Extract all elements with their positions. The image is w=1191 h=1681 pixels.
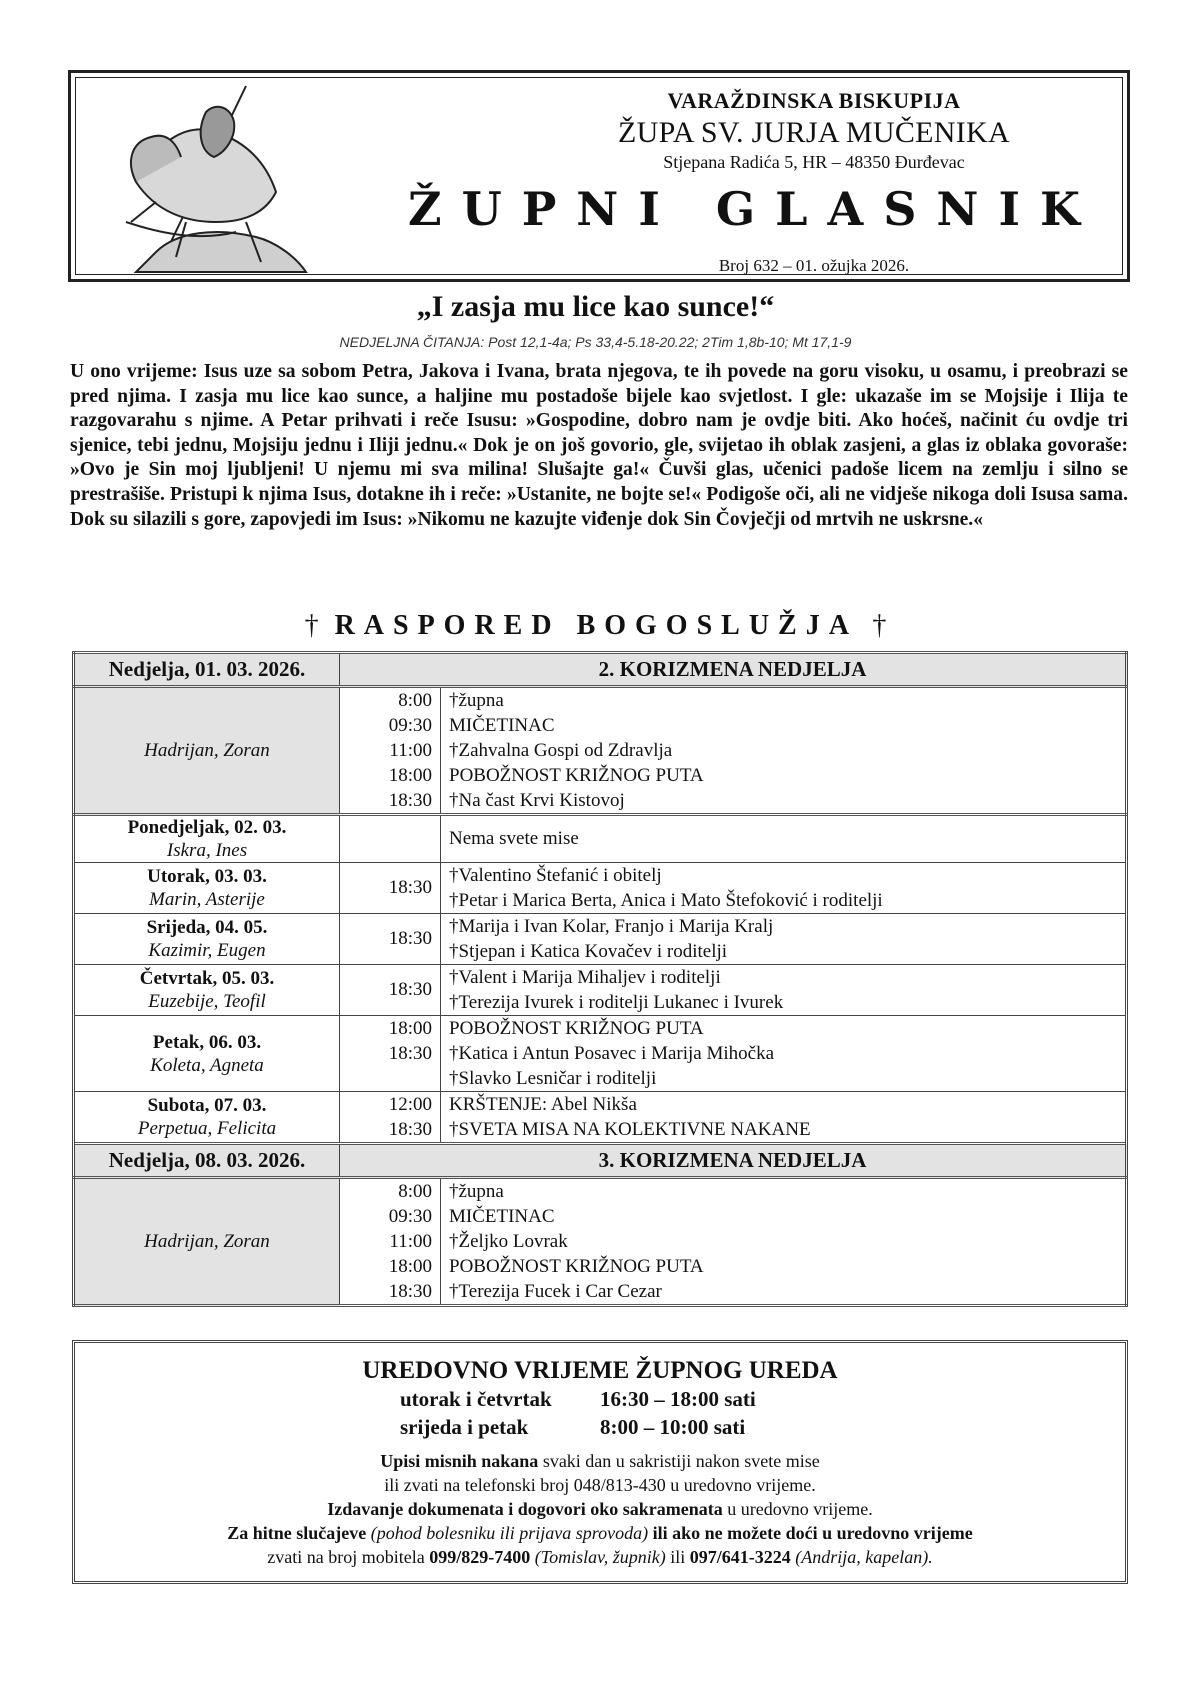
mass-intention: MIČETINAC bbox=[449, 1206, 555, 1227]
schedule-title-text: RASPORED BOGOSLUŽJA bbox=[334, 610, 857, 641]
sunday-date: Nedjelja, 08. 03. 2026. bbox=[74, 1144, 340, 1178]
sunday-readings: NEDJELJNA ČITANJA: Post 12,1-4a; Ps 33,4-5.18-20.22; 2Tim 1,8b-10; Mt 17,1-9 bbox=[339, 334, 852, 350]
mass-intentions bbox=[441, 1092, 1127, 1144]
office-phone-info: ili zvati na telefonski broj 048/813-430 u uredovno vrijeme. bbox=[384, 1475, 816, 1495]
mass-times bbox=[340, 1016, 441, 1092]
mass-intention: †Na čast Krvi Kistovoj bbox=[449, 790, 625, 811]
weekday-saints: Kazimir, Eugen bbox=[148, 940, 266, 961]
gospel-text: U ono vrijeme: Isus uze sa sobom Petra, Jakova i Ivana, brata njegova, te ih povede na goru visoku, u osamu, i preobrazi se pred njima. I zasja mu lice kao sunce, a haljine mu postadoše bijele kao svjetlost. I gle: ukazaše im se Mojsije i Ilija te razgovarahu s njime. A Petar prihvati i reče Isusu: »Gospodine, dobro nam je ovdje biti. Ako hoćeš, načinit ću ovdje tri sjenice, tebi jednu, Mojsiju jednu i Iliji jednu.« Dok je on još govorio, gle, svijetao ih oblak zasjeni, a glas iz oblaka govoraše: »Ovo je Sin moj ljubljeni! U njemu mi sva milina! Slušajte ga!« Čuvši glas, učenici padoše licem na zemlju i silno se prestrašiše. Pristupi k njima Isus, dotakne ih i reče: »Ustanite, ne bojte se!« Podigoše oči, ali ne vidješe nikoga doli Isusa sama. Dok su silazili s gore, zapovjedi im Isus: »Nikomu ne kazujte viđenje dok Sin Čovječji od mrtvih ne uskrsne.« bbox=[70, 361, 1128, 530]
mass-times bbox=[340, 1092, 441, 1144]
mass-time: 09:30 bbox=[388, 1206, 432, 1227]
office-days: utorak i četvrtak bbox=[400, 1387, 552, 1411]
weekday-row bbox=[74, 863, 1127, 914]
mass-time: 18:30 bbox=[340, 965, 441, 1016]
issue-number-date: Broj 632 – 01. ožujka 2026. bbox=[718, 256, 910, 275]
mass-time: 18:00 bbox=[388, 765, 432, 786]
weekday-saints: Koleta, Agneta bbox=[150, 1054, 264, 1076]
mass-time: 18:00 bbox=[388, 1018, 432, 1039]
weekday-saints: Marin, Asterije bbox=[149, 889, 265, 910]
documents-label: Izdavanje dokumenata i dogovori oko sakramenata bbox=[327, 1499, 723, 1519]
mass-intention: †Stjepan i Katica Kovačev i roditelji bbox=[449, 941, 728, 962]
mobile-number-pastor: 099/829-7400 bbox=[429, 1547, 531, 1567]
mass-intention: †Terezija Fucek i Car Cezar bbox=[449, 1281, 662, 1302]
masthead-text bbox=[506, 78, 1122, 173]
mass-time: 8:00 bbox=[398, 690, 432, 711]
sunday-header-row bbox=[74, 1144, 1127, 1178]
office-time: 16:30 – 18:00 sati bbox=[600, 1387, 756, 1411]
mass-intention: POBOŽNOST KRIŽNOG PUTA bbox=[449, 1256, 704, 1277]
urgent-examples: (pohod bolesniku ili prijava sprovoda) bbox=[366, 1523, 649, 1543]
mass-intention: †Marija i Ivan Kolar, Franjo i Marija Kralj bbox=[449, 916, 774, 937]
dagger-cross-icon: † bbox=[304, 610, 319, 641]
parish-name: ŽUPA SV. JURJA MUČENIKA bbox=[617, 116, 1010, 149]
mass-intention: KRŠTENJE: Abel Nikša bbox=[449, 1094, 637, 1115]
weekday-date: Četvrtak, 05. 03. bbox=[139, 968, 275, 989]
saint-george-logo-icon bbox=[96, 82, 326, 276]
mass-intentions-label: Upisi misnih nakana bbox=[380, 1451, 539, 1471]
urgent-info bbox=[75, 1521, 1125, 1545]
mass-intention: †župna bbox=[449, 690, 504, 711]
weekday-cell bbox=[74, 863, 340, 914]
sunday-header-row bbox=[74, 653, 1127, 687]
weekday-row bbox=[74, 815, 1127, 863]
mobile-pastor-name: (Tomislav, župnik) bbox=[530, 1547, 666, 1567]
newsletter-title: ŽUPNI GLASNIK bbox=[408, 182, 1100, 236]
mass-intention: MIČETINAC bbox=[449, 715, 555, 736]
mass-intentions bbox=[441, 863, 1127, 914]
mass-intentions bbox=[441, 914, 1127, 965]
weekday-saints: Euzebije, Teofil bbox=[148, 991, 266, 1012]
weekday-date: Utorak, 03. 03. bbox=[147, 866, 267, 887]
mass-time: 18:30 bbox=[388, 790, 432, 811]
weekday-cell bbox=[74, 914, 340, 965]
sunday-masses-row bbox=[74, 687, 1127, 815]
sunday-saints: Hadrijan, Zoran bbox=[74, 1178, 340, 1306]
mass-time: 8:00 bbox=[398, 1181, 432, 1202]
office-time: 8:00 – 10:00 sati bbox=[600, 1415, 746, 1439]
weekday-date: Subota, 07. 03. bbox=[147, 1095, 267, 1116]
weekday-row bbox=[74, 1016, 1127, 1092]
mass-intention: †Terezija Ivurek i roditelji Lukanec i Ivurek bbox=[449, 992, 784, 1013]
schedule-title bbox=[0, 610, 1191, 642]
mass-time: 18:00 bbox=[388, 1256, 432, 1277]
mass-intention: †župna bbox=[449, 1181, 504, 1202]
mass-intentions bbox=[441, 687, 1127, 815]
mass-intention: Nema svete mise bbox=[441, 815, 1127, 863]
mobile-contacts bbox=[75, 1545, 1125, 1569]
weekday-cell bbox=[74, 1016, 340, 1092]
mass-time: 11:00 bbox=[389, 1231, 432, 1252]
mass-intention: †Slavko Lesničar i roditelji bbox=[449, 1068, 657, 1089]
mass-time: 18:30 bbox=[340, 914, 441, 965]
office-days: srijeda i petak bbox=[400, 1415, 529, 1439]
mass-schedule-table bbox=[72, 651, 1128, 1307]
mobile-number-chaplain: 097/641-3224 bbox=[689, 1547, 791, 1567]
mass-intention: †SVETA MISA NA KOLEKTIVNE NAKANE bbox=[449, 1119, 811, 1140]
mass-intention: POBOŽNOST KRIŽNOG PUTA bbox=[449, 1018, 704, 1039]
mass-intentions bbox=[441, 1178, 1127, 1306]
sunday-liturgical-name: 3. KORIZMENA NEDJELJA bbox=[340, 1144, 1127, 1178]
masthead-inner-border bbox=[75, 77, 1123, 275]
documents-info bbox=[75, 1497, 1125, 1521]
mobile-prefix: zvati na broj mobitela bbox=[267, 1547, 430, 1567]
diocese-name: VARAŽDINSKA BISKUPIJA bbox=[667, 88, 961, 113]
sunday-saints: Hadrijan, Zoran bbox=[74, 687, 340, 815]
weekday-cell bbox=[74, 815, 340, 863]
mass-time: 12:00 bbox=[388, 1094, 432, 1115]
weekday-cell bbox=[74, 965, 340, 1016]
mobile-or: ili bbox=[665, 1547, 690, 1567]
mass-intention: †Valentino Štefanić i obitelj bbox=[449, 865, 662, 886]
mass-intention: †Valent i Marija Mihaljev i roditelji bbox=[449, 967, 721, 988]
dagger-cross-icon: † bbox=[872, 610, 887, 641]
mass-intention: POBOŽNOST KRIŽNOG PUTA bbox=[449, 765, 704, 786]
sunday-date: Nedjelja, 01. 03. 2026. bbox=[74, 653, 340, 687]
parish-address: Stjepana Radića 5, HR – 48350 Đurđevac bbox=[663, 152, 965, 172]
documents-text: u uredovno vrijeme. bbox=[722, 1499, 873, 1519]
masthead bbox=[68, 70, 1130, 282]
urgent-label-cont: ili ako ne možete doći u uredovno vrijeme bbox=[648, 1523, 973, 1543]
office-hours-box bbox=[72, 1340, 1128, 1584]
weekday-saints: Perpetua, Felicita bbox=[137, 1118, 277, 1139]
mass-time: 18:30 bbox=[388, 1119, 432, 1140]
weekday-cell bbox=[74, 1092, 340, 1144]
mass-intention: †Zahvalna Gospi od Zdravlja bbox=[449, 740, 673, 761]
weekday-row bbox=[74, 914, 1127, 965]
weekday-row bbox=[74, 1092, 1127, 1144]
mass-intentions-text: svaki dan u sakristiji nakon svete mise bbox=[538, 1451, 820, 1471]
sunday-liturgical-name: 2. KORIZMENA NEDJELJA bbox=[340, 653, 1127, 687]
weekday-date: Petak, 06. 03. bbox=[152, 1031, 262, 1053]
sunday-masses-row bbox=[74, 1178, 1127, 1306]
urgent-label: Za hitne slučajeve bbox=[227, 1523, 367, 1543]
office-hours-title: UREDOVNO VRIJEME ŽUPNOG UREDA bbox=[362, 1357, 838, 1384]
office-hours-row bbox=[75, 1413, 1125, 1441]
mass-times bbox=[340, 687, 441, 815]
mass-intentions bbox=[441, 1016, 1127, 1092]
office-hours-row bbox=[75, 1385, 1125, 1413]
mass-intentions bbox=[441, 965, 1127, 1016]
weekday-date: Ponedjeljak, 02. 03. bbox=[127, 817, 287, 838]
mass-times bbox=[340, 1178, 441, 1306]
mass-intention: †Katica i Antun Posavec i Marija Mihočka bbox=[449, 1043, 775, 1064]
mass-time bbox=[340, 815, 441, 863]
mass-intention: †Željko Lovrak bbox=[449, 1231, 568, 1252]
mass-intention: †Petar i Marica Berta, Anica i Mato Štefoković i roditelji bbox=[449, 890, 883, 911]
weekday-date: Srijeda, 04. 05. bbox=[146, 917, 268, 938]
mass-time: 11:00 bbox=[389, 740, 432, 761]
mass-time: 18:30 bbox=[340, 863, 441, 914]
gospel-headline: „I zasja mu lice kao sunce!“ bbox=[416, 290, 775, 323]
weekday-row bbox=[74, 965, 1127, 1016]
mass-time: 18:30 bbox=[388, 1281, 432, 1302]
mobile-chaplain-name: (Andrija, kapelan). bbox=[790, 1547, 933, 1567]
weekday-saints: Iskra, Ines bbox=[166, 840, 248, 861]
mass-time: 18:30 bbox=[388, 1043, 432, 1064]
mass-intentions-info bbox=[75, 1449, 1125, 1473]
mass-time: 09:30 bbox=[388, 715, 432, 736]
